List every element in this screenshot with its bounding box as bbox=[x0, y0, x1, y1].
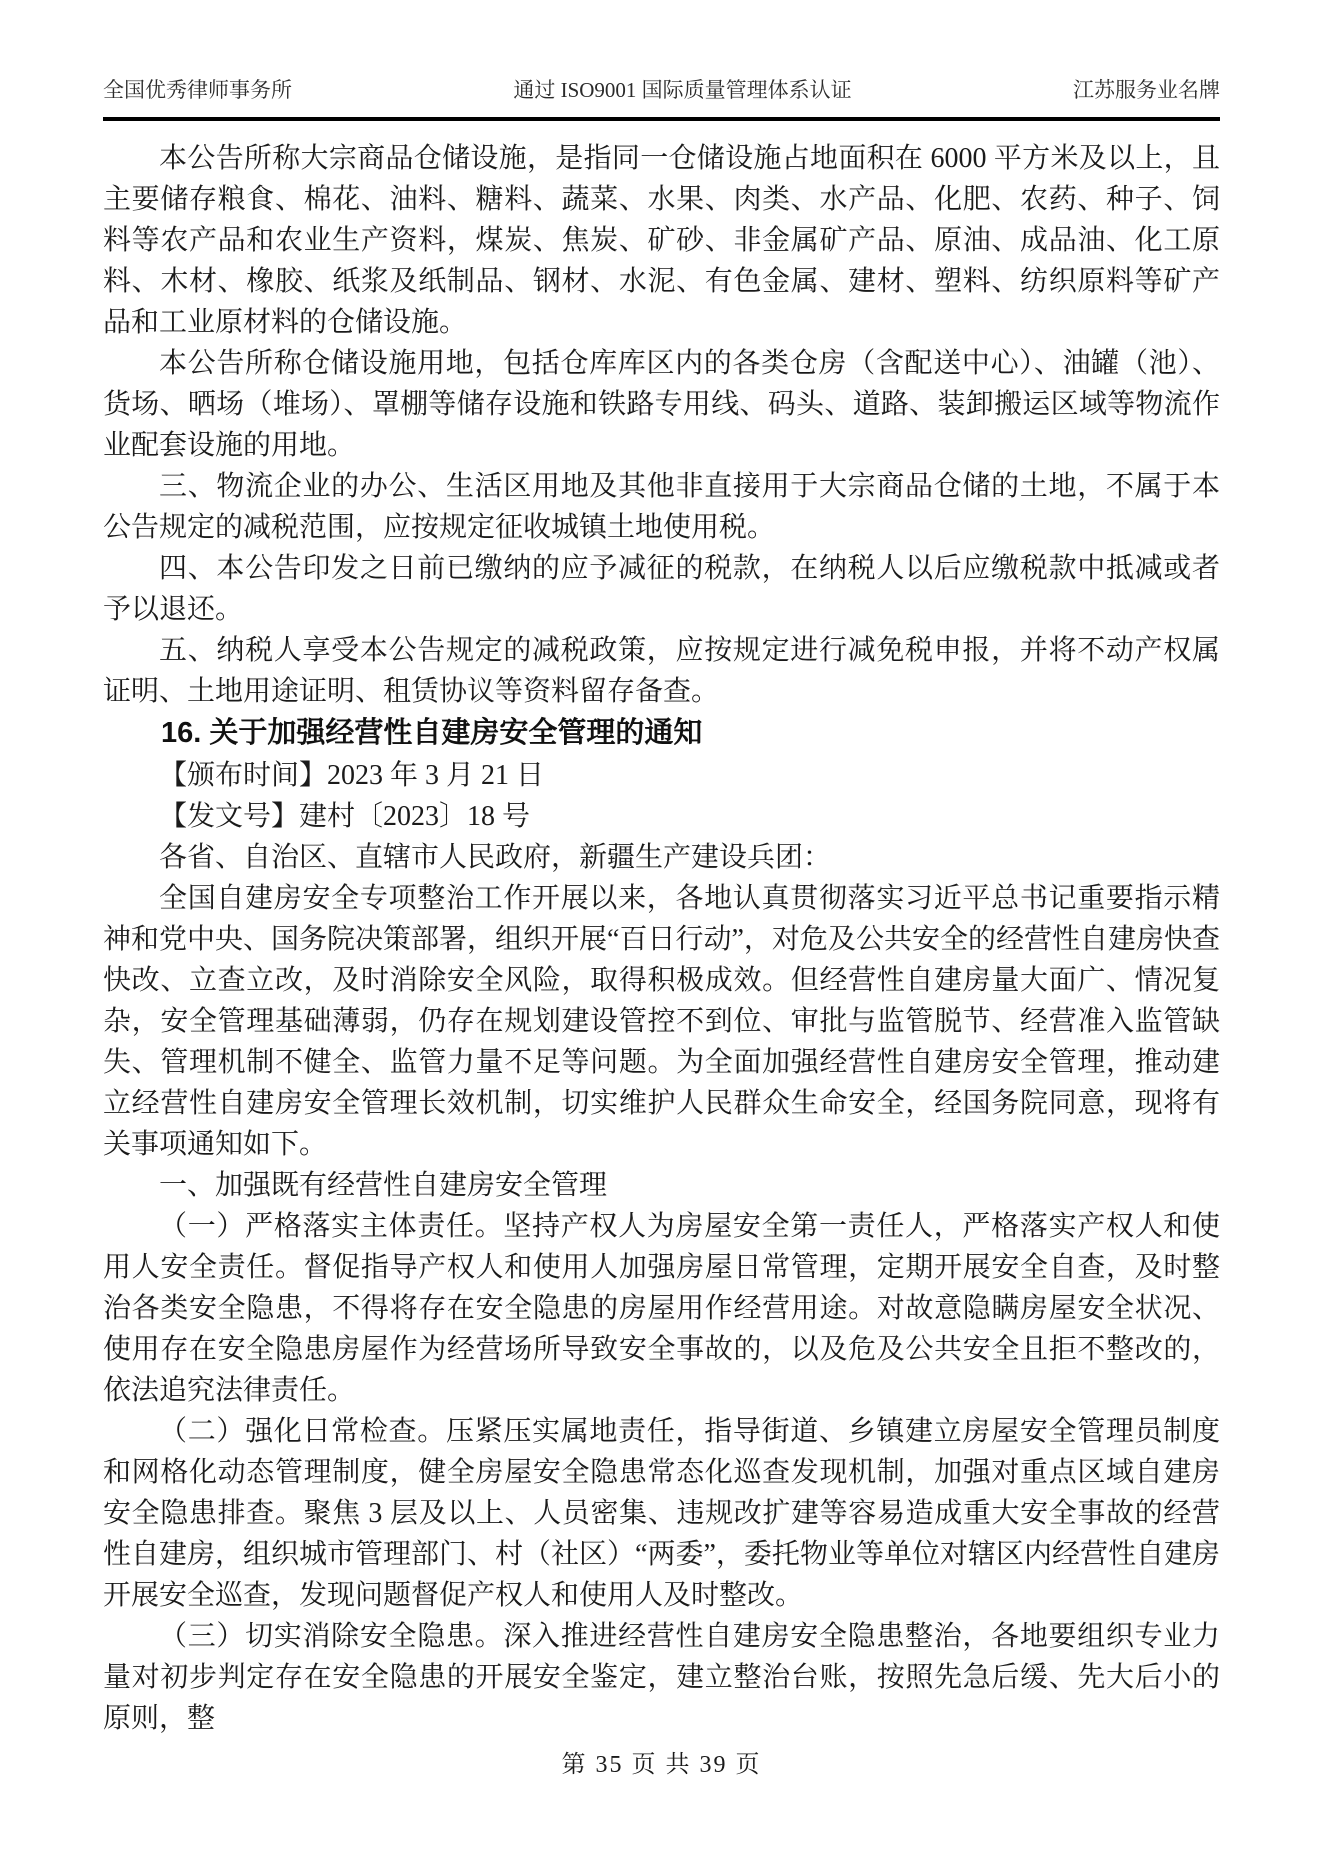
page-header bbox=[103, 74, 1220, 121]
paragraph-item-5: 五、纳税人享受本公告规定的减税政策，应按规定进行减免税申报，并将不动产权属证明、土地用途证明、租赁协议等资料留存备查。 bbox=[103, 635, 1220, 707]
header-center-label: 通过 ISO9001 国际质量管理体系认证 bbox=[513, 78, 852, 102]
subheading-1: 一、加强既有经营性自建房安全管理 bbox=[159, 1170, 608, 1201]
document-body bbox=[103, 138, 1220, 1739]
paragraph-land-definition: 本公告所称仓储设施用地，包括仓库库区内的各类仓房（含配送中心）、油罐（池）、货场、晒场（堆场）、罩棚等储存设施和铁路专用线、码头、道路、装卸搬运区域等物流作业配套设施的用地。 bbox=[103, 348, 1220, 461]
paragraph-item-4: 四、本公告印发之日前已缴纳的应予减征的税款，在纳税人以后应缴税款中抵减或者予以退还。 bbox=[103, 553, 1220, 625]
doc-number-line: 【发文号】建村〔2023〕18 号 bbox=[159, 801, 531, 832]
paragraph-measure-3: （三）切实消除安全隐患。深入推进经营性自建房安全隐患整治，各地要组织专业力量对初步判定存在安全隐患的开展安全鉴定，建立整治台账，按照先急后缓、先大后小的原则，整 bbox=[103, 1621, 1220, 1734]
paragraph-item-3: 三、物流企业的办公、生活区用地及其他非直接用于大宗商品仓储的土地，不属于本公告规定的减税范围，应按规定征收城镇土地使用税。 bbox=[103, 471, 1220, 543]
header-right-label: 江苏服务业名牌 bbox=[1073, 78, 1220, 102]
paragraph-measure-2: （二）强化日常检查。压紧压实属地责任，指导街道、乡镇建立房屋安全管理员制度和网格化动态管理制度，健全房屋安全隐患常态化巡查发现机制，加强对重点区域自建房安全隐患排查。聚焦 3 层及以上、人员密集、违规改扩建等容易造成重大安全事故的经营性自建房，组织城市管理部门、村（社区）“两委”，委托物业等单位对辖区内经营性自建房开展安全巡查，发现问题督促产权人和使用人及时整改。 bbox=[103, 1416, 1220, 1611]
section-heading-16: 16. 关于加强经营性自建房安全管理的通知 bbox=[161, 717, 703, 749]
paragraph-measure-1: （一）严格落实主体责任。坚持产权人为房屋安全第一责任人，严格落实产权人和使用人安全责任。督促指导产权人和使用人加强房屋日常管理，定期开展安全自查，及时整治各类安全隐患，不得将存在安全隐患的房屋用作经营用途。对故意隐瞒房屋安全状况、使用存在安全隐患房屋作为经营场所导致安全事故的，以及危及公共安全且拒不整改的，依法追究法律责任。 bbox=[103, 1211, 1220, 1406]
addressee-line: 各省、自治区、直辖市人民政府，新疆生产建设兵团： bbox=[159, 842, 832, 873]
header-left-label: 全国优秀律师事务所 bbox=[103, 78, 292, 102]
paragraph-warehouse-definition: 本公告所称大宗商品仓储设施，是指同一仓储设施占地面积在 6000 平方米及以上，且主要储存粮食、棉花、油料、糖料、蔬菜、水果、肉类、水产品、化肥、农药、种子、饲料等农产品和农业生产资料，煤炭、焦炭、矿砂、非金属矿产品、原油、成品油、化工原料、木材、橡胶、纸浆及纸制品、钢材、水泥、有色金属、建材、塑料、纺织原料等矿产品和工业原材料的仓储设施。 bbox=[103, 143, 1220, 338]
page-number-footer: 第 35 页 共 39 页 bbox=[561, 1752, 762, 1778]
paragraph-intro: 全国自建房安全专项整治工作开展以来，各地认真贯彻落实习近平总书记重要指示精神和党中央、国务院决策部署，组织开展“百日行动”，对危及公共安全的经营性自建房快查快改、立查立改，及时消除安全风险，取得积极成效。但经营性自建房量大面广、情况复杂，安全管理基础薄弱，仍存在规划建设管控不到位、审批与监管脱节、经营准入监管缺失、管理机制不健全、监管力量不足等问题。为全面加强经营性自建房安全管理，推动建立经营性自建房安全管理长效机制，切实维护人民群众生命安全，经国务院同意，现将有关事项通知如下。 bbox=[103, 883, 1220, 1160]
issue-date-line: 【颁布时间】2023 年 3 月 21 日 bbox=[159, 760, 545, 791]
